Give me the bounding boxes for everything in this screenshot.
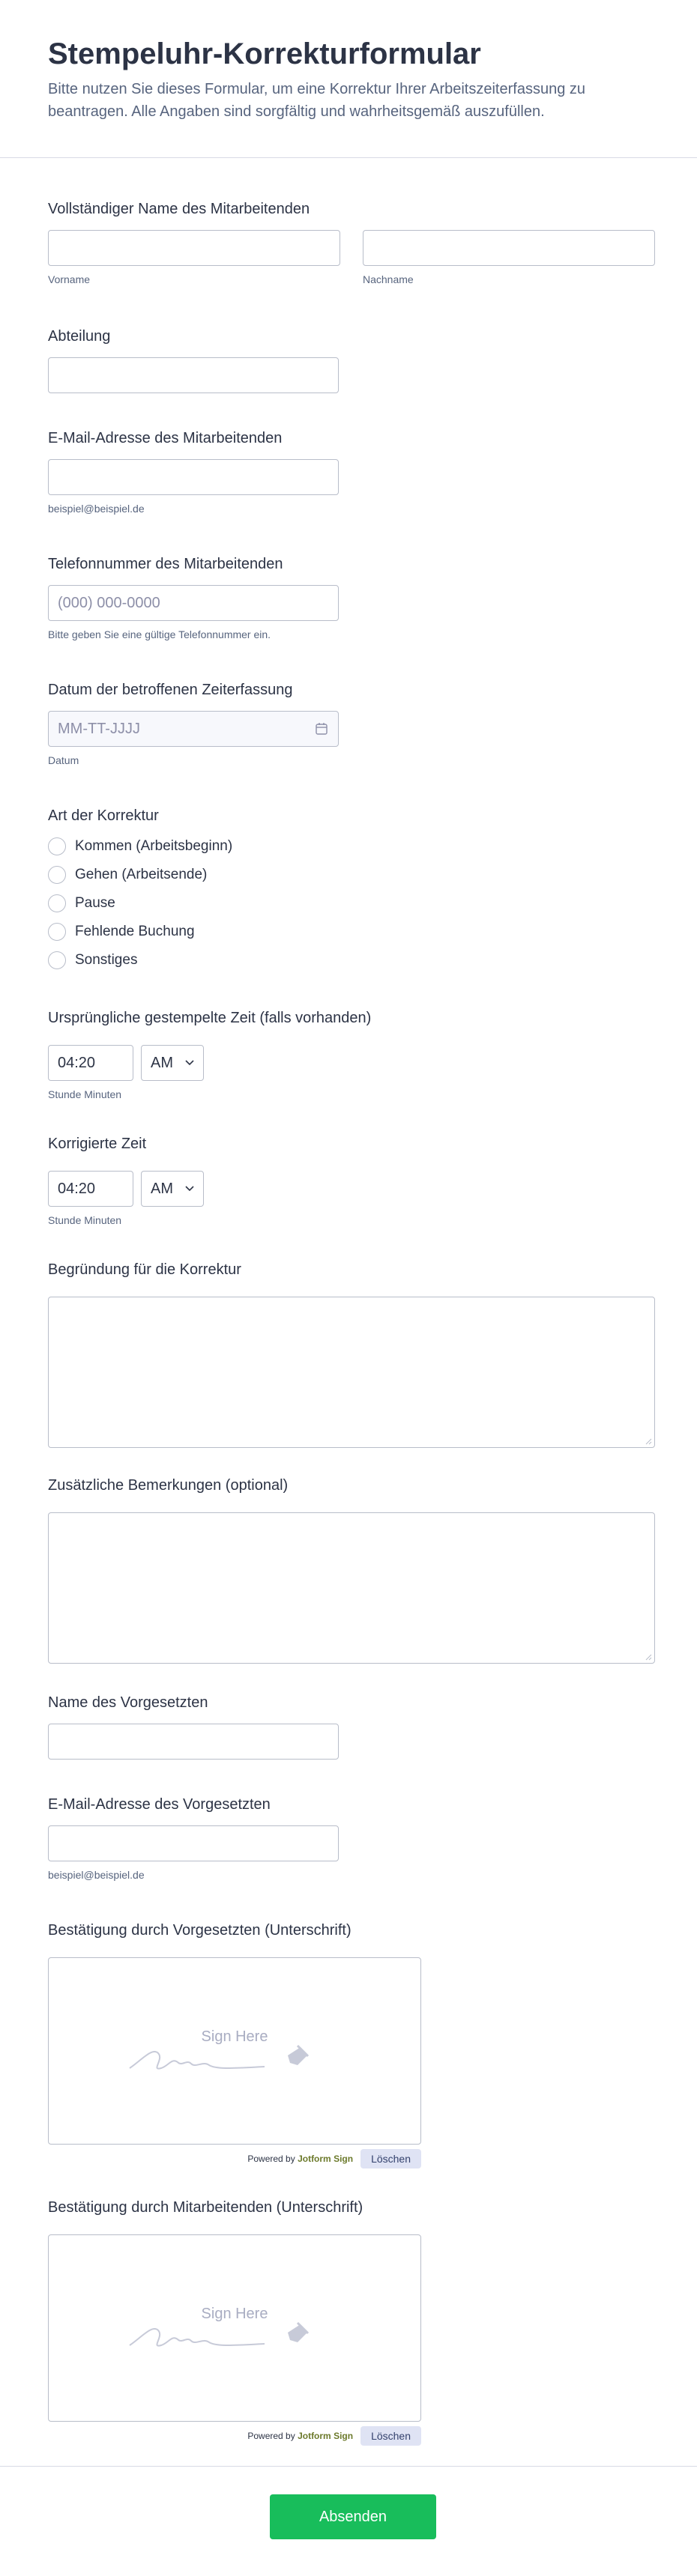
email-label: E-Mail-Adresse des Mitarbeitenden <box>48 430 283 446</box>
original-time-sublabel: Stunde Minuten <box>48 1088 122 1100</box>
radio-option-fehlende-buchung[interactable]: Fehlende Buchung <box>48 918 232 946</box>
radio-option-sonstiges[interactable]: Sonstiges <box>48 946 232 975</box>
supervisor-name-input[interactable] <box>48 1724 339 1760</box>
employee-clear-button[interactable]: Löschen <box>360 2426 421 2446</box>
chevron-down-icon <box>185 1060 194 1066</box>
radio-option-pause[interactable]: Pause <box>48 889 232 918</box>
corrected-time-input[interactable]: 04:20 <box>48 1171 133 1207</box>
supervisor-clear-button[interactable]: Löschen <box>360 2149 421 2169</box>
corrected-ampm-select[interactable] <box>141 1171 204 1207</box>
supervisor-name-label: Name des Vorgesetzten <box>48 1694 208 1711</box>
ampm-value: AM <box>151 1180 173 1197</box>
resize-handle-icon[interactable] <box>645 1437 652 1445</box>
first-name-input[interactable] <box>48 230 340 266</box>
chevron-down-icon <box>185 1186 194 1192</box>
employee-signature-label: Bestätigung durch Mitarbeitenden (Unterschrift) <box>48 2199 363 2216</box>
powered-by-text: Powered by Jotform Sign <box>247 2154 354 2164</box>
supervisor-signature-label: Bestätigung durch Vorgesetzten (Unterschrift) <box>48 1922 351 1939</box>
original-time-field <box>48 1010 371 1100</box>
supervisor-name-field <box>48 1694 339 1760</box>
radio-option-kommen[interactable]: Kommen (Arbeitsbeginn) <box>48 832 232 861</box>
form-header <box>0 0 697 158</box>
last-name-input[interactable] <box>363 230 655 266</box>
corrected-time-label: Korrigierte Zeit <box>48 1136 147 1152</box>
last-name-sublabel: Nachname <box>363 273 414 285</box>
form-description: Bitte nutzen Sie dieses Formular, um eine Korrektur Ihrer Arbeitszeiterfassung zu beantragen. Alle Angaben sind sorgfältig und wahrheitsgemäß auszufüllen. <box>48 81 586 120</box>
original-ampm-select[interactable] <box>141 1045 204 1081</box>
sign-here-graphic-icon <box>122 2025 347 2077</box>
employee-signature-pad[interactable] <box>48 2234 421 2422</box>
department-field <box>48 328 339 393</box>
submit-button[interactable]: Absenden <box>270 2494 436 2539</box>
remarks-field <box>48 1477 655 1664</box>
form-footer-divider <box>0 2466 697 2467</box>
correction-type-options <box>48 832 232 975</box>
date-field <box>48 682 339 766</box>
email-input[interactable] <box>48 459 339 495</box>
ampm-value: AM <box>151 1054 173 1071</box>
remarks-label: Zusätzliche Bemerkungen (optional) <box>48 1477 289 1494</box>
date-sublabel: Datum <box>48 754 79 766</box>
phone-sublabel: Bitte geben Sie eine gültige Telefonnummer ein. <box>48 628 271 640</box>
supervisor-email-input[interactable] <box>48 1825 339 1861</box>
radio-option-gehen[interactable]: Gehen (Arbeitsende) <box>48 861 232 889</box>
calendar-icon[interactable] <box>315 722 328 739</box>
corrected-time-field <box>48 1136 204 1226</box>
reason-label: Begründung für die Korrektur <box>48 1261 241 1278</box>
corrected-time-sublabel: Stunde Minuten <box>48 1214 122 1226</box>
original-time-input[interactable]: 04:20 <box>48 1045 133 1081</box>
reason-textarea[interactable] <box>48 1297 655 1448</box>
remarks-textarea[interactable] <box>48 1512 655 1664</box>
original-time-label: Ursprüngliche gestempelte Zeit (falls vorhanden) <box>48 1010 372 1026</box>
sign-here-graphic-icon <box>122 2302 347 2354</box>
radio-button[interactable] <box>48 923 66 941</box>
supervisor-signature-field <box>48 1922 421 2169</box>
form-title: Stempeluhr-Korrekturformular <box>48 37 481 70</box>
resize-handle-icon[interactable] <box>645 1653 652 1661</box>
sign-here-text: Sign Here <box>201 2306 268 2322</box>
powered-by-text: Powered by Jotform Sign <box>247 2431 354 2441</box>
supervisor-email-label: E-Mail-Adresse des Vorgesetzten <box>48 1796 271 1813</box>
radio-button[interactable] <box>48 837 66 855</box>
radio-button[interactable] <box>48 894 66 912</box>
phone-input[interactable] <box>48 585 339 621</box>
date-label: Datum der betroffenen Zeiterfassung <box>48 682 293 698</box>
supervisor-signature-pad[interactable] <box>48 1957 421 2145</box>
department-input[interactable] <box>48 357 339 393</box>
first-name-sublabel: Vorname <box>48 273 91 285</box>
phone-label: Telefonnummer des Mitarbeitenden <box>48 556 283 572</box>
employee-signature-field <box>48 2199 421 2446</box>
radio-button[interactable] <box>48 951 66 969</box>
supervisor-email-sublabel: beispiel@beispiel.de <box>48 1869 145 1881</box>
correction-type-field <box>48 807 232 975</box>
sign-here-text: Sign Here <box>201 2028 268 2045</box>
email-sublabel: beispiel@beispiel.de <box>48 503 145 515</box>
name-label: Vollständiger Name des Mitarbeitenden <box>48 201 310 217</box>
email-field <box>48 430 339 515</box>
phone-field <box>48 556 339 640</box>
name-field <box>48 201 655 285</box>
reason-field <box>48 1261 655 1448</box>
correction-type-label: Art der Korrektur <box>48 807 159 824</box>
department-label: Abteilung <box>48 328 111 345</box>
date-input[interactable] <box>48 711 339 747</box>
supervisor-email-field <box>48 1796 339 1881</box>
radio-button[interactable] <box>48 866 66 884</box>
